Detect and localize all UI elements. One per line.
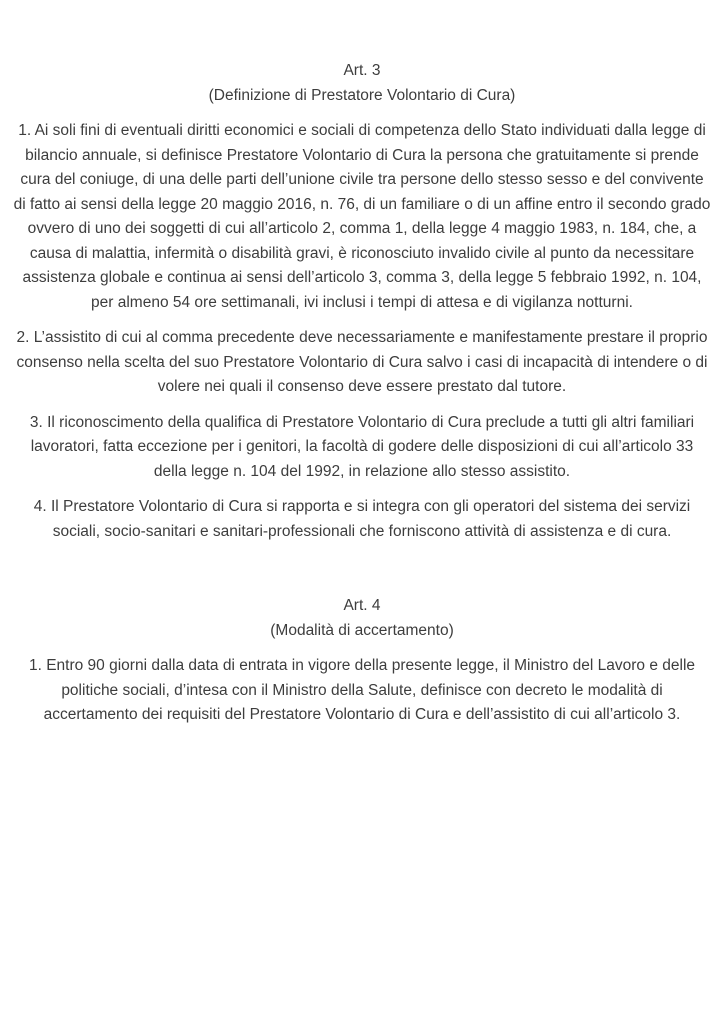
article-4-subtitle: (Modalità di accertamento) [270, 621, 454, 639]
article-3-title: Art. 3 [343, 62, 381, 79]
article-4 [13, 594, 711, 728]
article-4-title: Art. 4 [343, 597, 381, 614]
article-4-paragraph-1: 1. Entro 90 giorni dalla data di entrata in vigore della presente legge, il Ministro del Lavoro e delle politiche sociali, d’intesa con il Ministro della Salute, definisce con decreto le modalità di accertamento dei requisiti del Prestatore Volontario di Cura e dell’assistito di cui all’articolo 3. [28, 657, 696, 723]
article-3 [13, 59, 711, 544]
article-3-paragraph-2: 2. L’assistito di cui al comma precedente deve necessariamente e manifestamente prestare il proprio consenso nella scelta del suo Prestatore Volontario di Cura salvo i casi di incapacità di intendere o di volere nei quali il consenso deve essere prestato dal tutore. [16, 329, 708, 395]
article-3-paragraph-4: 4. Il Prestatore Volontario di Cura si rapporta e si integra con gli operatori del sistema dei servizi sociali, socio-sanitari e sanitari-professionali che forniscono attività di assistenza e di cura. [33, 498, 691, 540]
article-3-paragraph-3: 3. Il riconoscimento della qualifica di Prestatore Volontario di Cura preclude a tutti gli altri familiari lavoratori, fatta eccezione per i genitori, la facoltà di godere delle disposizioni di cui all’articolo 33 della legge n. 104 del 1992, in relazione allo stesso assistito. [29, 413, 695, 480]
article-3-subtitle: (Definizione di Prestatore Volontario di Cura) [208, 86, 516, 104]
article-3-paragraph-1: 1. Ai soli fini di eventuali diritti economici e sociali di competenza dello Stato individuati dalla legge di bilancio annuale, si definisce Prestatore Volontario di Cura la persona che gratuitamente si prende cura del coniuge, di una delle parti dell’unione civile tra persone dello stesso sesso e del convivente di fatto ai sensi della legge 20 maggio 2016, n. 76, di un familiare o di un affine entro il secondo grado ovvero di uno dei soggetti di cui all’articolo 2, comma 1, della legge 4 maggio 1983, n. 184, che, a causa di malattia, infermità o disabilità gravi, è riconosciuto invalido civile al punto da necessitare assistenza globale e continua ai sensi dell’articolo 3, comma 3, della legge 5 febbraio 1992, n. 104, per almeno 54 ore settimanali, ivi inclusi i tempi di attesa e di vigilanza notturni. [13, 122, 711, 311]
